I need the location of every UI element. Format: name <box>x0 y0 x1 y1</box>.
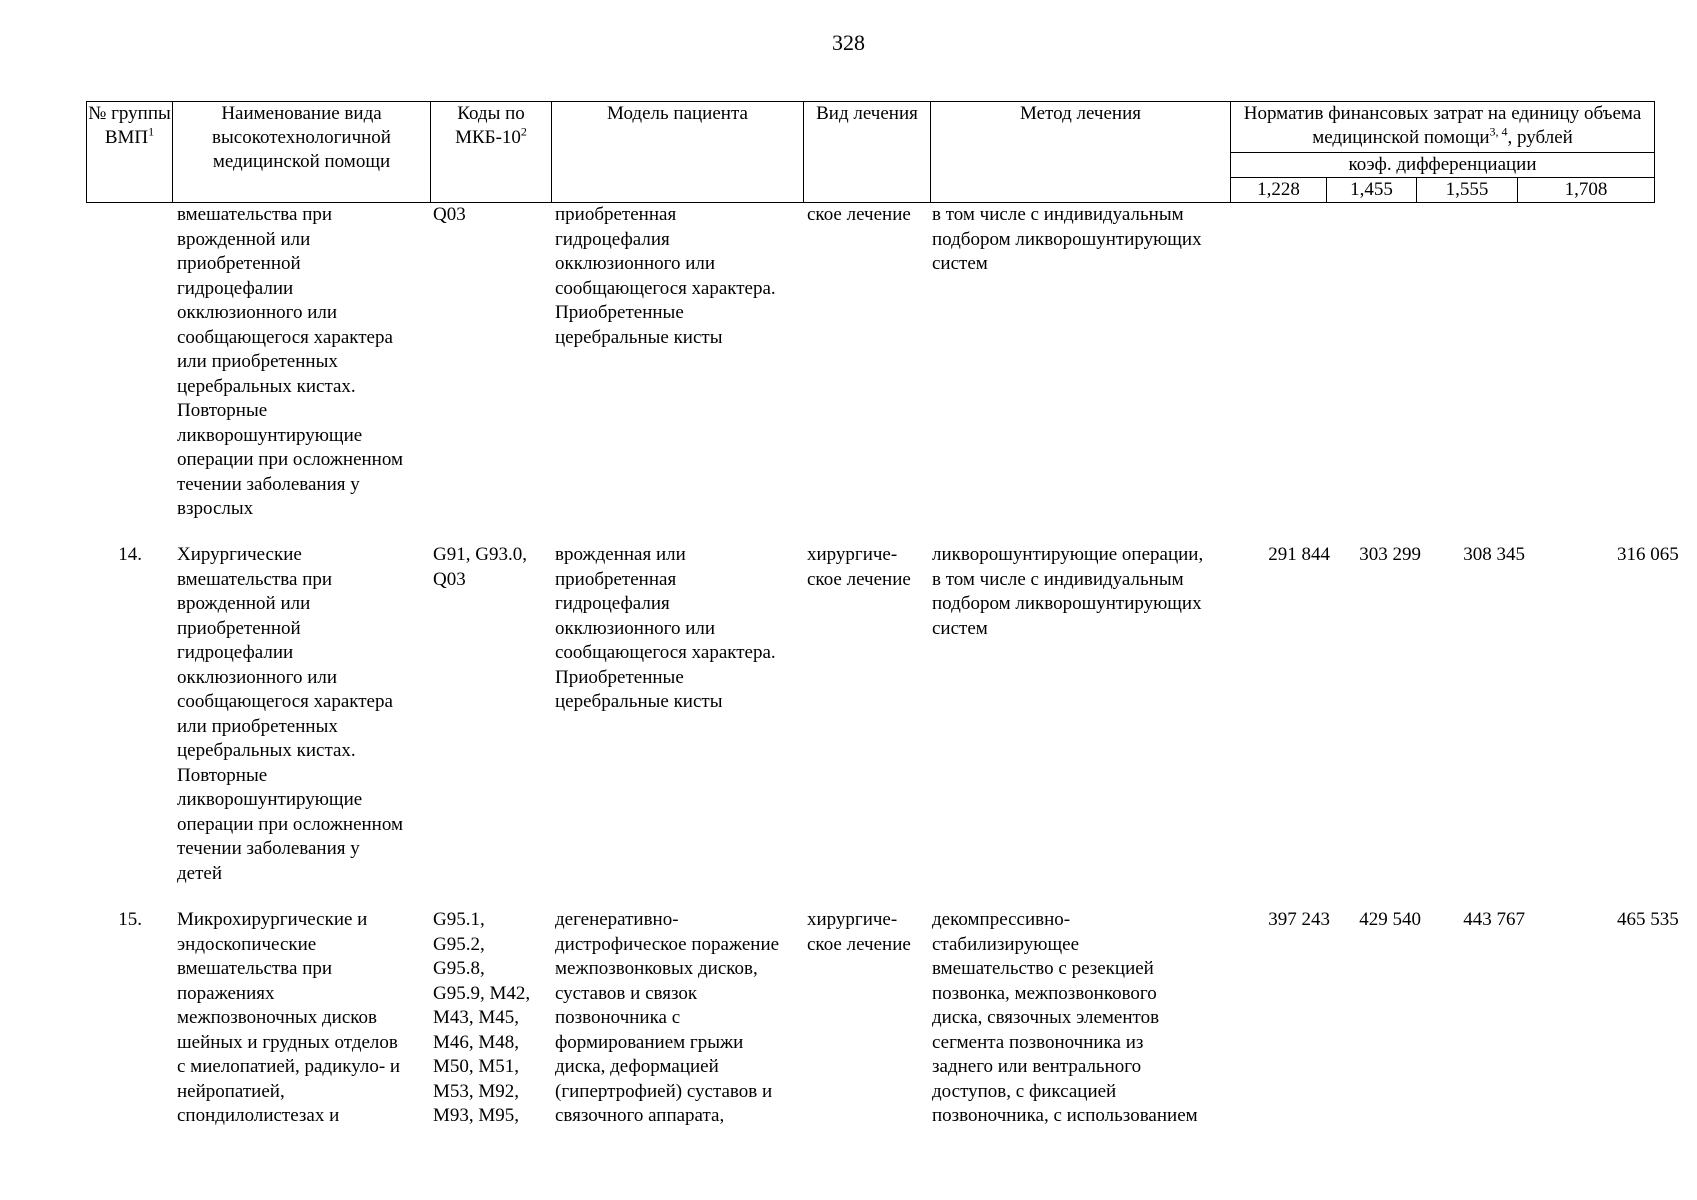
row-number: 15. <box>118 909 142 930</box>
row-value: 303 299 <box>1359 544 1421 565</box>
row-type: хирургиче- ское лечение <box>807 544 911 590</box>
row-value: 429 540 <box>1359 909 1421 930</box>
header-model: Модель пациента <box>552 102 804 203</box>
header-method: Метод лечения <box>931 102 1231 203</box>
row-name: Микрохирургические и эндоскопические вмешательства при поражениях межпозвоночных дисков шейных и грудных отделов с миелопатией, радикуло- и нейропатией, спондилолистезах и <box>177 909 401 1126</box>
row-codes: G91, G93.0, Q03 <box>433 544 527 590</box>
row-method: ликворошунтирующие операции, в том числе с индивидуальным подбором ликворошунтирующих систем <box>932 544 1204 639</box>
header-codes: Коды по МКБ-$10^2$ <box>431 102 552 203</box>
page-number: 328 <box>832 30 865 55</box>
row-value: 291 844 <box>1268 544 1330 565</box>
row-method: декомпрессивно- стабилизирующее вмешательство с резекцией позвонка, межпозвонкового диска, связочных элементов сегмента позвоночника из заднего или вентрального доступов, с фиксацией позвоночника, с использованием <box>932 909 1198 1126</box>
header-coef: 1,455 <box>1327 177 1417 202</box>
row-type: ское лечение <box>807 204 911 225</box>
row-name: вмешательства при врожденной или приобретенной гидроцефалии окклюзионного или сообщающегося характера или приобретенных церебральных кистах. Повторные ликворошунтирующие операции при осложненном течении заболевания у взрослых <box>177 204 404 519</box>
row-value: 316 065 <box>1617 544 1679 565</box>
row-number: 14. <box>118 544 142 565</box>
header-coef: 1,708 <box>1518 177 1655 202</box>
row-type: хирургиче- ское лечение <box>807 909 911 955</box>
row-model: приобретенная гидроцефалия окклюзионного или сообщающегося характера. Приобретенные церебральные кисты <box>555 204 776 348</box>
header-type: Вид лечения <box>804 102 931 203</box>
table-header <box>86 101 1655 203</box>
row-codes: G95.1, G95.2, G95.8, G95.9, M42, M43, M45, M46, M48, M50, M51, M53, M92, M93, M95, <box>433 909 531 1126</box>
row-method: в том числе с индивидуальным подбором ликворошунтирующих систем <box>932 204 1202 274</box>
row-model: врожденная или приобретенная гидроцефалия окклюзионного или сообщающегося характера. Приобретенные церебральные кисты <box>555 544 776 712</box>
header-name: Наименование вида высокотехнологичной медицинской помощи <box>173 102 431 203</box>
row-value: 397 243 <box>1268 909 1330 930</box>
row-value: 443 767 <box>1463 909 1525 930</box>
header-group-number: № группы ВМП$^1$ <box>87 102 173 203</box>
row-value: 465 535 <box>1617 909 1679 930</box>
row-codes: Q03 <box>433 204 466 225</box>
row-model: дегенеративно- дистрофическое поражение межпозвонковых дисков, суставов и связок позвоночника с формированием грыжи диска, деформацией (гипертрофией) суставов и связочного аппарата, <box>555 909 780 1126</box>
row-value: 308 345 <box>1463 544 1525 565</box>
header-coef: 1,555 <box>1417 177 1518 202</box>
header-coef: 1,228 <box>1231 177 1327 202</box>
row-name: Хирургические вмешательства при врожденной или приобретенной гидроцефалии окклюзионного или сообщающегося характера или приобретенных церебральных кистах. Повторные ликворошунтирующие операции при осложненном течении заболевания у детей <box>177 544 404 884</box>
header-normative: Норматив финансовых затрат на единицу объема медицинской помощи$^{3, 4}$, рублей <box>1231 102 1655 153</box>
header-coef-label: коэф. дифференциации <box>1231 152 1655 177</box>
